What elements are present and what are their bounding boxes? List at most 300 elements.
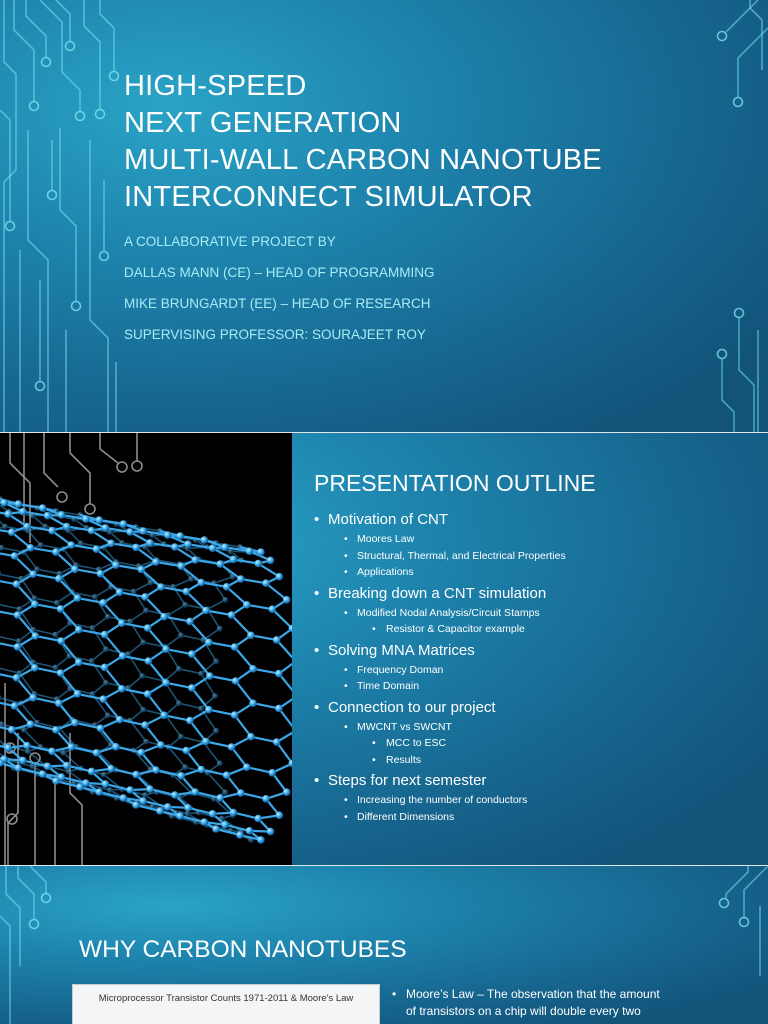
- lattice-bond: [0, 604, 19, 609]
- lattice-atom: [2, 524, 8, 530]
- lattice-atom: [140, 707, 146, 713]
- lattice-atom: [44, 763, 52, 771]
- outline-list: [314, 509, 566, 825]
- lattice-atom: [221, 821, 229, 829]
- lattice-atom: [152, 766, 160, 774]
- lattice-atom: [29, 570, 37, 578]
- bullet-icon: [372, 752, 376, 769]
- lattice-atom: [246, 827, 254, 835]
- outline-item-text: Structural, Thermal, and Electrical Properties: [357, 549, 566, 562]
- lattice-bond: [247, 605, 272, 609]
- lattice-bond: [169, 605, 186, 615]
- lattice-atom: [11, 702, 19, 710]
- outline-item-text: Breaking down a CNT simulation: [328, 584, 547, 602]
- lattice-bond: [2, 548, 25, 552]
- lattice-bond: [272, 609, 292, 628]
- lattice-bond: [145, 597, 164, 617]
- credit-line: MIKE BRUNGARDT (EE) – HEAD OF RESEARCH: [124, 296, 431, 311]
- lattice-bond: [164, 617, 190, 622]
- lattice-bond: [105, 667, 122, 688]
- lattice-bond: [105, 635, 123, 656]
- lattice-bond: [208, 773, 226, 792]
- lattice-atom: [14, 643, 22, 651]
- lattice-atom: [198, 706, 204, 712]
- lattice-atom: [275, 670, 283, 678]
- lattice-atom: [39, 770, 47, 778]
- lattice-atom: [176, 532, 184, 540]
- lattice-atom: [14, 500, 22, 508]
- lattice-atom: [267, 828, 275, 836]
- lattice-bond: [241, 793, 266, 799]
- lattice-atom: [68, 541, 76, 549]
- bullet-icon: [344, 548, 348, 565]
- lattice-bond: [235, 715, 251, 737]
- lattice-atom: [205, 639, 213, 647]
- lattice-atom: [119, 652, 127, 660]
- outline-item-level2: [344, 605, 566, 622]
- lattice-atom: [48, 527, 56, 535]
- lattice-bond: [251, 635, 277, 640]
- lattice-atom: [182, 764, 188, 770]
- bullet-icon: [314, 770, 319, 792]
- lattice-bond: [209, 642, 235, 647]
- lattice-atom: [178, 734, 184, 740]
- outline-item-text: Different Dimensions: [357, 810, 455, 823]
- lattice-atom: [143, 608, 149, 614]
- why-cnt-slide: [0, 866, 768, 1024]
- lattice-atom: [105, 614, 111, 620]
- lattice-atom: [138, 566, 146, 574]
- lattice-bond: [64, 549, 77, 565]
- lattice-atom: [273, 636, 281, 644]
- bullet-icon: [314, 583, 319, 605]
- lattice-atom: [31, 664, 39, 672]
- lattice-atom: [209, 544, 217, 552]
- lattice-bond: [227, 587, 247, 605]
- lattice-atom: [216, 794, 224, 802]
- lattice-atom: [139, 797, 147, 805]
- lattice-atom: [223, 771, 231, 779]
- lattice-atom: [236, 831, 244, 839]
- lattice-atom: [232, 677, 240, 685]
- lattice-atom: [141, 593, 149, 601]
- lattice-bond: [266, 583, 287, 600]
- lattice-bond: [214, 577, 233, 584]
- bullet-point: [392, 986, 660, 1020]
- lattice-atom: [8, 528, 16, 536]
- lattice-atom: [63, 762, 71, 770]
- lattice-atom: [191, 788, 199, 796]
- lattice-bond: [190, 721, 206, 742]
- lattice-atom: [90, 625, 96, 631]
- lattice-atom: [14, 764, 22, 772]
- lattice-atom: [176, 812, 184, 820]
- bullet-icon: [344, 564, 348, 581]
- lattice-atom: [198, 579, 206, 587]
- lattice-atom: [57, 637, 65, 645]
- lattice-atom: [217, 626, 223, 632]
- title-line: NEXT GENERATION: [124, 107, 402, 139]
- lattice-atom: [21, 727, 27, 733]
- lattice-atom: [120, 794, 128, 802]
- outline-item-level3: [372, 752, 566, 769]
- lattice-atom: [202, 607, 210, 615]
- lattice-atom: [66, 769, 72, 775]
- lattice-atom: [157, 741, 165, 749]
- lattice-atom: [0, 695, 2, 701]
- outline-item-level2: [344, 792, 566, 809]
- lattice-bond: [61, 609, 79, 630]
- lattice-atom: [8, 726, 16, 734]
- lattice-atom: [19, 757, 27, 765]
- lattice-atom: [0, 571, 2, 577]
- lattice-atom: [19, 508, 27, 516]
- lattice-atom: [112, 743, 120, 751]
- lattice-bond: [37, 569, 60, 573]
- lattice-atom: [146, 539, 154, 547]
- outline-item-text: Resistor & Capacitor example: [386, 623, 525, 635]
- lattice-atom: [105, 712, 111, 718]
- lattice-atom: [55, 575, 63, 583]
- lattice-atom: [201, 536, 209, 544]
- lattice-atom: [213, 658, 219, 664]
- lattice-bond: [0, 668, 19, 673]
- lattice-atom: [162, 679, 170, 687]
- lattice-atom: [55, 700, 63, 708]
- lattice-atom: [184, 540, 192, 548]
- lattice-bond: [206, 742, 232, 748]
- lattice-atom: [249, 665, 257, 673]
- outline-item-level3: [372, 735, 566, 752]
- lattice-atom: [39, 504, 47, 512]
- nanotube-illustration: [0, 433, 292, 865]
- lattice-atom: [183, 747, 191, 755]
- lattice-atom: [11, 552, 19, 560]
- lattice-atom: [112, 561, 120, 569]
- outline-item-level1: [314, 640, 566, 662]
- lattice-atom: [75, 626, 83, 634]
- lattice-atom: [145, 657, 153, 665]
- moores-law-chart-image: [72, 984, 380, 1024]
- lattice-bond: [210, 676, 236, 681]
- lattice-atom: [63, 523, 71, 531]
- lattice-atom: [171, 543, 179, 551]
- lattice-atom: [132, 801, 140, 809]
- lattice-bond: [181, 635, 203, 640]
- outline-item-level2: [344, 564, 566, 581]
- lattice-atom: [53, 632, 59, 638]
- lattice-atom: [54, 600, 60, 606]
- lattice-atom: [221, 543, 229, 551]
- lattice-bond: [279, 674, 292, 696]
- lattice-bond: [241, 579, 266, 583]
- bullet-icon: [344, 531, 348, 548]
- lattice-atom: [198, 766, 206, 774]
- outline-item-text: Solving MNA Matrices: [328, 641, 475, 659]
- bullet-text-line: Moore’s Law – The observation that the amount: [406, 987, 660, 1001]
- outline-item-text: Applications: [357, 566, 414, 578]
- lattice-atom: [102, 780, 110, 788]
- lattice-atom: [223, 583, 231, 591]
- lattice-atom: [126, 786, 134, 794]
- lattice-atom: [228, 743, 236, 751]
- lattice-atom: [230, 809, 238, 817]
- lattice-atom: [164, 531, 172, 539]
- lattice-atom: [89, 658, 95, 664]
- outline-item-text: Results: [386, 753, 422, 766]
- presentation-title: [124, 68, 602, 216]
- lattice-atom: [48, 748, 56, 756]
- carbon-nanotube-image: [0, 433, 292, 865]
- outline-item-text: Motivation of CNT: [328, 511, 449, 528]
- lattice-atom: [75, 659, 83, 667]
- lattice-bond: [277, 742, 292, 763]
- lattice-atom: [74, 594, 82, 602]
- outline-item-level2: [344, 678, 566, 695]
- lattice-atom: [146, 785, 154, 793]
- lattice-atom: [82, 515, 90, 523]
- outline-item-text: Time Domain: [357, 680, 420, 692]
- lattice-atom: [231, 643, 239, 651]
- lattice-atom: [126, 528, 134, 536]
- lattice-atom: [246, 547, 254, 555]
- lattice-bond: [277, 640, 292, 661]
- lattice-atom: [269, 605, 277, 613]
- lattice-atom: [144, 690, 152, 698]
- lattice-atom: [57, 605, 65, 613]
- lattice-atom: [32, 632, 40, 640]
- outline-item-text: Increasing the number of conductors: [357, 794, 528, 806]
- lattice-atom: [257, 548, 265, 556]
- outline-item-level2: [344, 719, 566, 736]
- lattice-atom: [283, 788, 291, 796]
- lattice-atom: [95, 516, 103, 524]
- outline-item-level3: [372, 621, 566, 638]
- outline-item-level2: [344, 809, 566, 826]
- lattice-atom: [138, 749, 146, 757]
- lattice-atom: [142, 792, 148, 798]
- lattice-bond: [130, 611, 146, 622]
- lattice-atom: [27, 720, 35, 728]
- outline-item-level1: [314, 509, 566, 531]
- lattice-atom: [118, 685, 126, 693]
- lattice-atom: [178, 632, 184, 638]
- lattice-bond: [18, 647, 35, 668]
- outline-item-level1: [314, 770, 566, 792]
- outline-item-level2: [344, 531, 566, 548]
- lattice-atom: [103, 646, 109, 652]
- slide-title: PRESENTATION OUTLINE: [314, 470, 596, 496]
- bullet-icon: [344, 719, 348, 736]
- lattice-bond: [76, 565, 99, 569]
- bullet-icon: [372, 621, 376, 638]
- lattice-atom: [276, 812, 284, 820]
- lattice-atom: [93, 749, 101, 757]
- bullet-icon: [344, 662, 348, 679]
- lattice-bond: [15, 556, 34, 574]
- lattice-atom: [191, 556, 199, 564]
- lattice-atom: [0, 545, 4, 551]
- lattice-atom: [198, 671, 204, 677]
- lattice-atom: [13, 580, 21, 588]
- lattice-bond: [33, 574, 59, 579]
- lattice-atom: [162, 645, 170, 653]
- title-slide: [0, 0, 768, 432]
- lattice-atom: [217, 761, 223, 767]
- lattice-atom: [44, 512, 52, 520]
- lattice-atom: [267, 557, 275, 565]
- lattice-bond: [31, 548, 56, 552]
- lattice-bond: [279, 708, 292, 730]
- lattice-atom: [61, 750, 67, 756]
- lattice-atom: [139, 673, 145, 679]
- lattice-atom: [92, 594, 98, 600]
- lattice-atom: [230, 556, 238, 564]
- lattice-atom: [202, 738, 210, 746]
- chart-title: Microprocessor Transistor Counts 1971-2011 & Moore's Law: [98, 993, 354, 1004]
- title-line: MULTI-WALL CARBON NANOTUBE: [124, 144, 602, 176]
- lattice-atom: [176, 666, 182, 672]
- lattice-atom: [101, 631, 109, 639]
- lattice-atom: [53, 665, 59, 671]
- lattice-atom: [101, 664, 109, 672]
- outline-item-level1: [314, 583, 566, 605]
- lattice-atom: [52, 548, 60, 556]
- bullet-icon: [344, 605, 348, 622]
- lattice-atom: [160, 712, 168, 720]
- lattice-atom: [29, 694, 37, 702]
- lattice-atom: [88, 527, 96, 535]
- lattice-atom: [276, 573, 284, 581]
- lattice-atom: [177, 772, 185, 780]
- lattice-atom: [97, 725, 105, 733]
- lattice-bond: [61, 641, 79, 662]
- lattice-atom: [52, 726, 60, 734]
- lattice-bond: [235, 647, 254, 669]
- outline-item-text: Moores Law: [357, 533, 415, 545]
- lattice-atom: [99, 695, 107, 703]
- title-line: INTERCONNECT SIMULATOR: [124, 181, 533, 213]
- outline-item-text: MCC to ESC: [386, 737, 447, 749]
- lattice-atom: [213, 728, 219, 734]
- lattice-atom: [212, 825, 220, 833]
- lattice-atom: [71, 719, 79, 727]
- lattice-bond: [161, 745, 186, 751]
- lattice-atom: [212, 693, 218, 699]
- lattice-atom: [132, 544, 140, 552]
- lattice-atom: [88, 768, 96, 776]
- lattice-atom: [132, 771, 140, 779]
- lattice-bond: [173, 579, 191, 587]
- lattice-atom: [140, 639, 146, 645]
- lattice-atom: [243, 601, 251, 609]
- credit-line: SUPERVISING PROFESSOR: SOURAJEET ROY: [124, 327, 426, 342]
- lattice-atom: [52, 777, 60, 785]
- bullet-icon: [314, 640, 319, 662]
- lattice-atom: [58, 511, 66, 519]
- lattice-bond: [71, 747, 96, 753]
- outline-item-text: Connection to our project: [328, 698, 496, 716]
- bullet-icon: [344, 792, 348, 809]
- bullet-icon: [344, 678, 348, 695]
- outline-item-text: Modified Nodal Analysis/Circuit Stamps: [357, 606, 540, 619]
- lattice-atom: [107, 787, 113, 793]
- lattice-bond: [208, 600, 226, 609]
- bullet-text-line: of transistors on a chip will double every two: [406, 1004, 641, 1018]
- outline-item-level2: [344, 548, 566, 565]
- lattice-atom: [201, 818, 209, 826]
- outline-item-text: Frequency Doman: [357, 663, 444, 676]
- lattice-bond: [181, 737, 203, 742]
- lattice-atom: [188, 684, 196, 692]
- lattice-atom: [176, 700, 182, 706]
- lattice-atom: [118, 619, 126, 627]
- outline-item-text: MWCNT vs SWCNT: [357, 720, 452, 733]
- outline-item-text: Steps for next semester: [328, 772, 487, 789]
- lattice-atom: [103, 680, 109, 686]
- lattice-atom: [283, 596, 291, 604]
- lattice-atom: [164, 803, 172, 811]
- lattice-atom: [31, 600, 39, 608]
- lattice-atom: [275, 705, 283, 713]
- lattice-atom: [17, 606, 23, 612]
- lattice-bond: [41, 545, 64, 549]
- lattice-bond: [21, 703, 37, 722]
- lattice-atom: [107, 765, 115, 773]
- lattice-atom: [102, 524, 110, 532]
- lattice-atom: [205, 706, 213, 714]
- outline-item-level2: [344, 662, 566, 679]
- lattice-atom: [23, 742, 31, 750]
- lattice-atom: [177, 562, 185, 570]
- lattice-atom: [139, 527, 147, 535]
- lattice-atom: [76, 783, 84, 791]
- bullet-icon: [392, 986, 396, 1003]
- lattice-atom: [257, 836, 265, 844]
- lattice-atom: [16, 638, 22, 644]
- lattice-atom: [186, 618, 194, 626]
- lattice-atom: [254, 560, 262, 568]
- lattice-atom: [74, 690, 82, 698]
- bullet-icon: [344, 809, 348, 826]
- lattice-bond: [232, 615, 252, 635]
- lattice-atom: [206, 672, 214, 680]
- lattice-bond: [233, 813, 258, 819]
- outline-slide: [0, 433, 768, 865]
- lattice-atom: [144, 624, 152, 632]
- lattice-atom: [25, 748, 31, 754]
- lattice-atom: [171, 791, 179, 799]
- lattice-atom: [143, 739, 149, 745]
- lattice-bond: [253, 703, 279, 708]
- lattice-atom: [116, 589, 124, 597]
- lattice-atom: [262, 579, 270, 587]
- lattice-bond: [0, 574, 21, 579]
- outline-item-level1: [314, 697, 566, 719]
- lattice-bond: [209, 710, 235, 715]
- lattice-bond: [165, 635, 181, 647]
- lattice-atom: [71, 566, 79, 574]
- lattice-atom: [93, 545, 101, 553]
- lattice-bond: [78, 598, 104, 603]
- lattice-atom: [216, 560, 224, 568]
- lattice-atom: [13, 674, 21, 682]
- lattice-atom: [157, 583, 165, 591]
- lattice-atom: [262, 795, 270, 803]
- bullet-icon: [314, 509, 319, 531]
- lattice-bond: [123, 656, 149, 661]
- lattice-atom: [57, 669, 65, 677]
